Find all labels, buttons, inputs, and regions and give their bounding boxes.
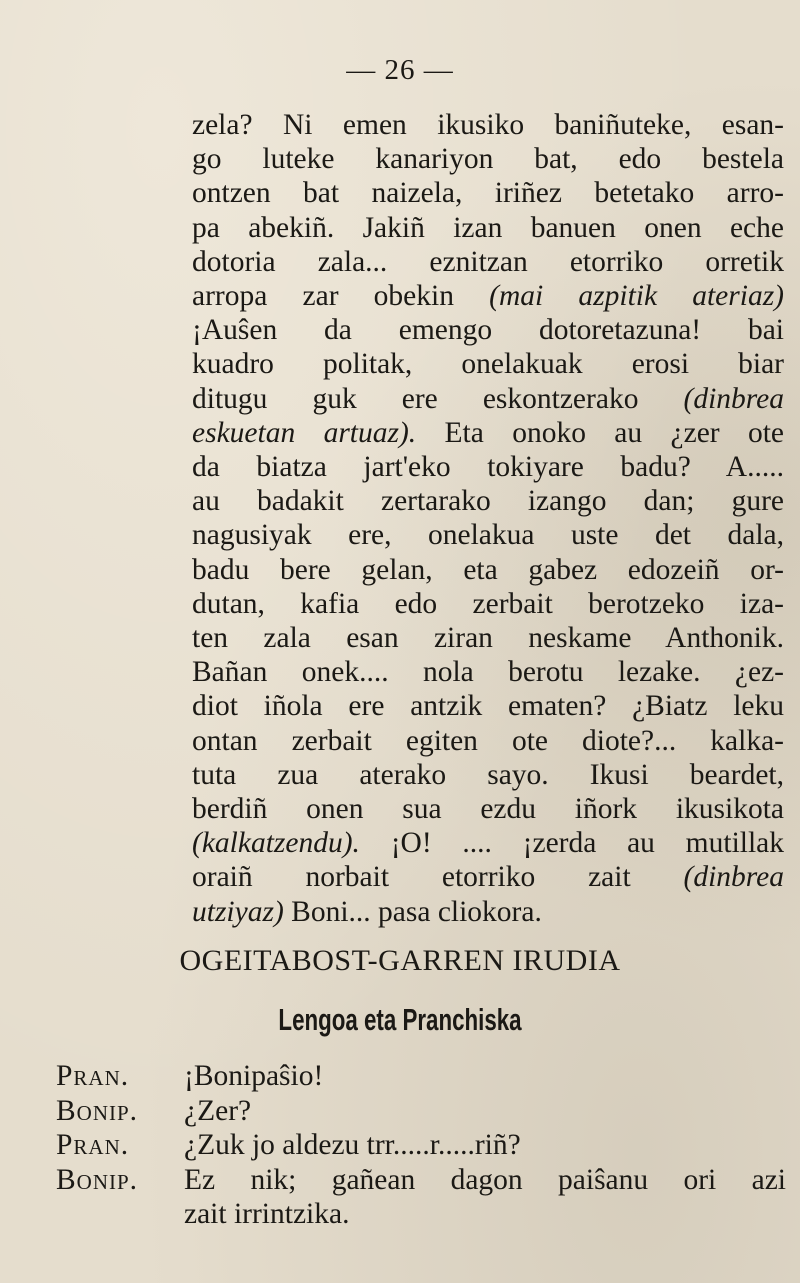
speech-text [184, 1163, 786, 1232]
text-line: zela? Ni emen ikusiko baniñuteke, esan- [192, 109, 784, 141]
line-roman: ¡O! .... ¡zerda au mutillak [359, 827, 784, 860]
dialogue-turn [56, 1059, 786, 1094]
speaker-name: Bonip. [56, 1163, 139, 1196]
text-line: pa abekiñ. Jakiñ izan banuen onen eche [192, 211, 784, 244]
speaker-name: Bonip. [56, 1094, 139, 1127]
text-line [192, 279, 784, 313]
text-line [192, 860, 784, 894]
dialogue-turn [56, 1163, 786, 1232]
speaker-name: Pran. [56, 1060, 130, 1092]
speech-text [184, 1128, 786, 1163]
speech-text [184, 1059, 786, 1094]
dialogue-turn [56, 1128, 786, 1163]
text-line: au badakit zertarako izango dan; gure [192, 485, 784, 518]
stage-direction: (kalkatzendu). [192, 827, 360, 860]
speech-line: zait irrintzika. [184, 1198, 350, 1230]
stage-direction: utziyaz) [192, 895, 284, 928]
text-line [192, 416, 784, 450]
text-line: tuta zua aterako sayo. Ikusi beardet, [192, 758, 784, 791]
speech-line: ¡Bonipaŝio! [184, 1060, 324, 1092]
dialogue-turn [56, 1094, 786, 1129]
line-roman: ditugu guk ere eskontzerako [192, 382, 684, 415]
scene-title: OGEITABOST-GARREN IRUDIA [179, 944, 621, 977]
text-line: dotoria zala... eznitzan etorriko orretik [192, 245, 784, 278]
speaker-name: Pran. [56, 1129, 130, 1161]
text-line [192, 382, 784, 416]
stage-direction: eskuetan artuaz). [192, 416, 417, 449]
text-line: ontzen bat naizela, iriñez betetako arro- [192, 177, 784, 210]
line-roman: arropa zar obekin [192, 280, 490, 313]
stage-direction: (dinbrea [683, 861, 784, 894]
stage-direction: (mai azpitik ateriaz) [489, 280, 784, 313]
text-line [192, 895, 784, 929]
scene-subtitle: Lengoa eta Pranchiska [278, 1002, 522, 1037]
text-line: ¡Auŝen da emengo dotoretazuna! bai [192, 314, 784, 347]
line-roman: Eta onoko au ¿zer ote [416, 416, 785, 449]
text-line: diot iñola ere antzik ematen? ¿Biatz leku [192, 690, 784, 723]
text-line: badu bere gelan, eta gabez edozeiñ or- [192, 553, 784, 586]
text-line: ontan zerbait egiten ote diote?... kalka- [192, 724, 784, 757]
speech-text [184, 1094, 786, 1129]
text-line: nagusiyak ere, onelakua uste det dala, [192, 519, 784, 552]
speech-line: ¿Zer? [184, 1094, 252, 1127]
line-roman: oraiñ norbait etorriko zait [192, 861, 684, 894]
page-number: — 26 — [346, 54, 454, 86]
text-line: ten zala esan ziran neskame Anthonik. [192, 622, 784, 655]
dialogue-block [56, 1059, 786, 1232]
text-line: berdiñ onen sua ezdu iñork ikusikota [192, 793, 784, 826]
speech-line: Ez nik; gañean dagon paiŝanu ori azi [184, 1163, 786, 1196]
line-roman: Boni... pasa cliokora. [283, 895, 542, 928]
text-line: dutan, kafia edo zerbait berotzeko iza- [192, 587, 784, 620]
text-line: go luteke kanariyon bat, edo bestela [192, 143, 784, 176]
body-paragraph [192, 108, 784, 929]
stage-direction: (dinbrea [683, 382, 784, 415]
text-line [192, 826, 784, 860]
speech-line: ¿Zuk jo aldezu trr.....r.....riñ? [184, 1129, 521, 1161]
text-line: da biatza jart'eko tokiyare badu? A..... [192, 451, 784, 484]
text-line: kuadro politak, onelakuak erosi biar [192, 348, 784, 381]
text-line: Bañan onek.... nola berotu lezake. ¿ez- [192, 656, 784, 689]
